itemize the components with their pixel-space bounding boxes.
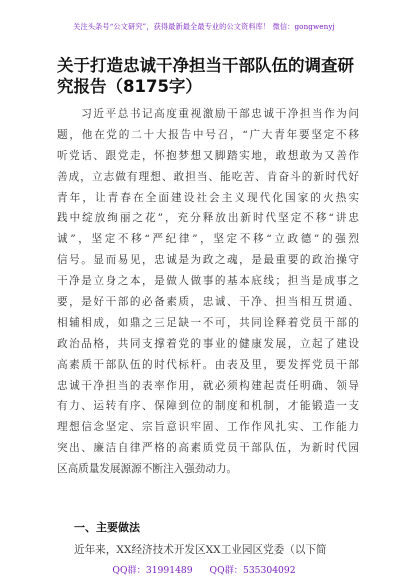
top-banner: 关注头条号“公文研究”，获得最新最全最专业的公文资料库！ 微信：gongwenyj [73, 22, 335, 31]
body-line: 践中绽放绚丽之花”，充分释放出新时代坚定不移“讲忠 [57, 212, 359, 225]
body-line: 题，他在党的二十大报告中号召，“广大青年要坚定不移 [57, 128, 359, 141]
body-line: 善成，立志做有理想、敢担当、能吃苦、肯奋斗的新时代好 [57, 170, 359, 183]
body-paragraph [57, 104, 359, 480]
body-line: 听党话、跟党走，怀抱梦想又脚踏实地，敢想敢为又善作 [57, 149, 359, 162]
body-line: 突出、廉洁自律严格的高素质党员干部队伍，为新时代园 [57, 442, 359, 455]
body-line: 干净是立身之本，是做人做事的基本底线；担当是成事之 [57, 275, 359, 288]
document-title: 关于打造忠诚干净担当干部队伍的调查研究报告（8175字） [57, 56, 354, 96]
section-first-line: 近年来，XX经济技术开发区XX工业园区党委（以下简 [74, 544, 327, 556]
section-heading: 一、主要做法 [74, 521, 140, 534]
body-line: 政治品格，共同支撑着党的事业的健康发展，立起了建设 [57, 337, 359, 350]
body-line: 有力、运转有序、保障到位的制度和机制，才能锻造一支 [57, 400, 359, 413]
body-line: 理想信念坚定、宗旨意识牢固、工作作风扎实、工作能力 [57, 421, 359, 434]
footer-qq-group-1: QQ群：31991489 [112, 565, 193, 576]
body-line: 相辅相成，如鼎之三足缺一不可，共同诠释着党员干部的 [57, 316, 359, 329]
footer [0, 562, 408, 576]
body-line: 要，是好干部的必备素质，忠诚、干净、担当相互贯通、 [57, 296, 359, 309]
body-line: 信号。显而易见，忠诚是为政之魂，是最重要的政治操守 [57, 254, 359, 267]
body-line: 青年，让青春在全面建设社会主义现代化国家的火热实 [57, 191, 359, 204]
footer-qq-group-2: QQ群：535304092 [209, 565, 296, 576]
body-line: 习近平总书记高度重视激励干部忠诚干净担当作为问 [57, 108, 359, 120]
body-line: 高素质干部队伍的时代标杆。由表及里，要发挥党员干部 [57, 358, 359, 371]
body-line: 忠诚干净担当的表率作用，就必须构建起责任明确、领导 [57, 379, 359, 392]
body-line: 区高质量发展源源不断注入强劲动力。 [57, 463, 238, 476]
body-line: 诚”，坚定不移“严纪律”，坚定不移“立政德”的强烈 [57, 233, 359, 246]
